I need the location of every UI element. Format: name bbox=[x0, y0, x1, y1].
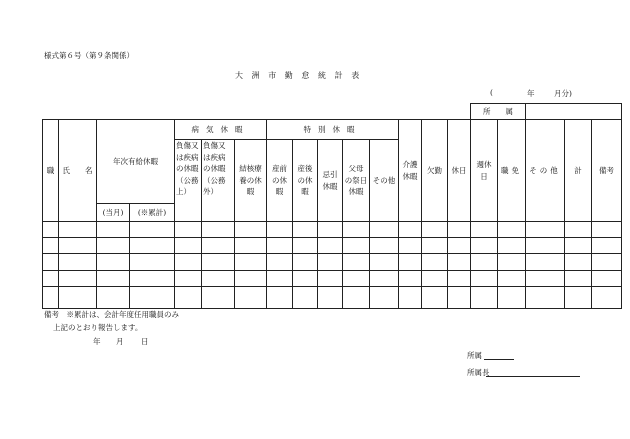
tuberculosis-header: 結核療 養の休 暇 bbox=[235, 140, 267, 222]
table-row bbox=[43, 254, 622, 271]
attendance-table bbox=[42, 103, 622, 309]
date-month: 月 bbox=[116, 337, 124, 346]
sick-injury-header: 負傷又 は疾病 の休暇 （公務 上） bbox=[175, 140, 202, 222]
table-row bbox=[43, 222, 622, 238]
name-header: 氏 名 bbox=[59, 120, 97, 222]
total-header: 計 bbox=[565, 120, 592, 222]
office-label: 所属 bbox=[467, 351, 482, 360]
period-year: 年 bbox=[527, 89, 535, 98]
date-day: 日 bbox=[141, 337, 149, 346]
document-title: 大洲市勤怠統計表 bbox=[235, 71, 368, 80]
absence-header: 欠勤 bbox=[422, 120, 448, 222]
special-leave-header: 特別休暇 bbox=[267, 120, 399, 140]
form-id: 様式第６号（第９条関係） bbox=[44, 51, 134, 60]
memorial-header: 父母 の祭日 休暇 bbox=[343, 140, 370, 222]
weekly-holiday-header: 週休 日 bbox=[471, 120, 498, 222]
sick-leave-header: 病気休暇 bbox=[175, 120, 267, 140]
care-leave-header: 介護 休暇 bbox=[399, 120, 422, 222]
report-statement: 上記のとおり報告します。 bbox=[53, 323, 143, 332]
office-head-signature-line bbox=[486, 376, 580, 377]
holiday-header: 休日 bbox=[448, 120, 471, 222]
special-other-header: その他 bbox=[370, 140, 399, 222]
sick-nonwork-header: 負傷又 は疾病 の休暇 （公務 外） bbox=[202, 140, 235, 222]
date-year: 年 bbox=[93, 337, 101, 346]
other-header: その他 bbox=[526, 120, 565, 222]
annual-leave-header: 年次有給休暇 bbox=[97, 120, 175, 204]
postnatal-header: 産後 の休 暇 bbox=[293, 140, 318, 222]
table-row bbox=[43, 238, 622, 254]
affiliation-header: 所 属 bbox=[471, 104, 526, 120]
table-row bbox=[43, 271, 622, 287]
footnote: 備考 ※累計は、会計年度任用職員のみ bbox=[44, 310, 179, 319]
cumulative-header: (※累計) bbox=[130, 204, 175, 222]
current-month-header: (当月) bbox=[97, 204, 130, 222]
remarks-header: 備考 bbox=[592, 120, 622, 222]
period-open: ( bbox=[490, 88, 493, 97]
dismissal-header: 職免 bbox=[498, 120, 526, 222]
office-signature-line bbox=[484, 359, 514, 360]
mourning-header: 忌引 休暇 bbox=[318, 140, 343, 222]
staff-header: 職 bbox=[43, 120, 59, 222]
office-head-label: 所属長 bbox=[467, 368, 490, 377]
period-month: 月分) bbox=[554, 89, 572, 98]
table-row bbox=[43, 287, 622, 309]
prenatal-header: 産前 の休 暇 bbox=[267, 140, 293, 222]
